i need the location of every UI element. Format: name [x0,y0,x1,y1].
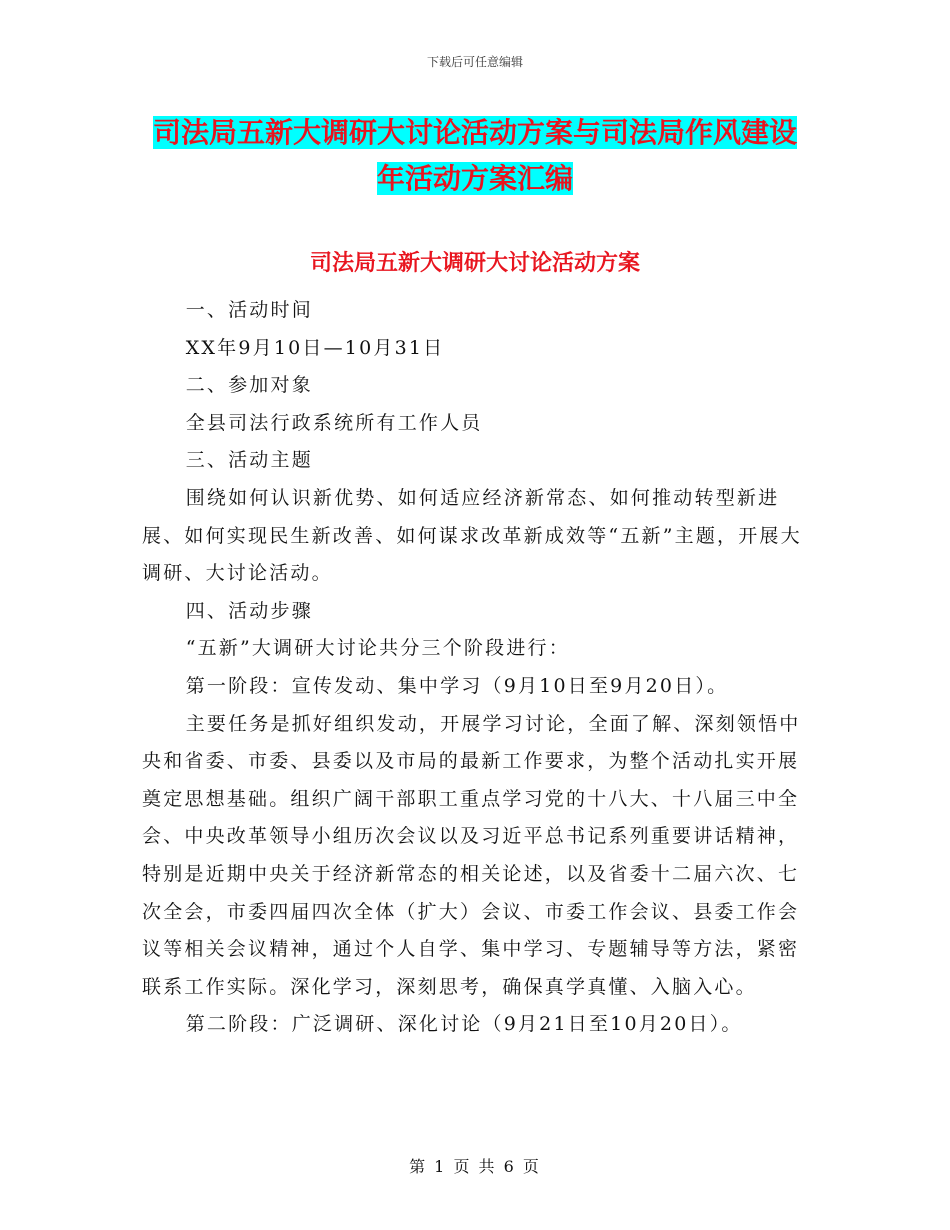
heading-steps: 四、活动步骤 [185,599,313,622]
paragraph-theme: 围绕如何认识新优势、如何适应经济新常态、如何推动转型新进展、如何实现民生新改善、如何谋求改革新成效等“五新”主题，开展大调研、大讨论活动。 [142,486,802,585]
heading-activity-time: 一、活动时间 [185,299,313,321]
document-title [140,110,810,202]
heading-participants: 二、参加对象 [185,374,313,397]
page-footer: 第 1 页 共 6 页 [409,1157,541,1176]
header-note: 下载后可任意编辑 [426,55,523,69]
paragraph-stage-two: 第二阶段：广泛调研、深化讨论（9月21日至10月20日）。 [185,1013,743,1036]
paragraph-stage-one: 第一阶段：宣传发动、集中学习（9月10日至9月20日）。 [185,674,729,697]
paragraph-steps-intro: “五新”大调研大讨论共分三个阶段进行： [185,637,570,660]
paragraph-activity-dates: XX年9月10日—10月31日 [185,336,445,359]
body-text [142,292,808,1044]
paragraph-participants: 全县司法行政系统所有工作人员 [185,411,483,434]
title-line-1: 司法局五新大调研大讨论活动方案与司法局作风建设 [152,116,797,149]
title-line-2: 年活动方案汇编 [376,162,573,195]
section-title: 司法局五新大调研大讨论活动方案 [309,251,640,276]
paragraph-stage-one-tasks: 主要任务是抓好组织发动，开展学习讨论，全面了解、深刻领悟中央和省委、市委、县委以及市局的最新工作要求，为整个活动扎实开展奠定思想基础。组织广阔干部职工重点学习党的十八大、十八届三中全会、中央改革领导小组历次会议以及习近平总书记系列重要讲话精神，特别是近期中央关于经济新常态的相关论述，以及省委十二届六次、七次全会，市委四届四次全体（扩大）会议、市委工作会议、县委工作会议等相关会议精神，通过个人自学、集中学习、专题辅导等方法，紧密联系工作实际。深化学习，深刻思考，确保真学真懂、入脑入心。 [142,712,801,998]
heading-theme: 三、活动主题 [185,449,313,472]
